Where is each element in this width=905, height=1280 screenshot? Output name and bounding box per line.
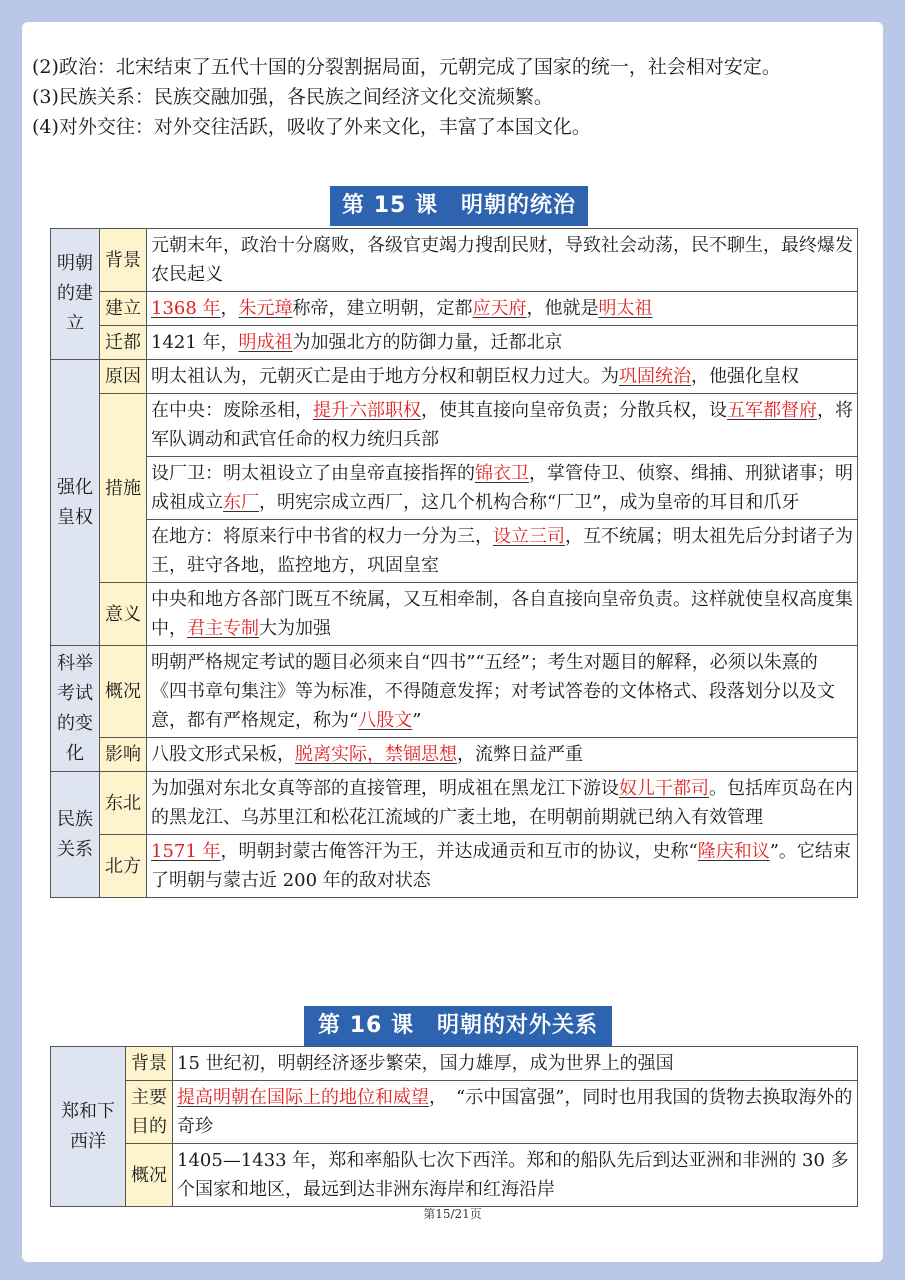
sub-label: 建立 bbox=[100, 292, 147, 326]
text-cell bbox=[147, 457, 858, 520]
text-cell bbox=[173, 1081, 858, 1144]
text-cell bbox=[147, 583, 858, 646]
key-term: 设立三司 bbox=[493, 526, 565, 547]
text-span: 1421 年， bbox=[151, 332, 239, 353]
text-cell: 15 世纪初，明朝经济逐步繁荣，国力雄厚，成为世界上的强国 bbox=[173, 1047, 858, 1081]
lesson16-table bbox=[50, 1046, 858, 1207]
text-span: ，他强化皇权 bbox=[691, 366, 799, 387]
text-cell: 元朝末年，政治十分腐败，各级官吏竭力搜刮民财，导致社会动荡，民不聊生，最终爆发农民起义 bbox=[147, 229, 858, 292]
text-span: ，使其直接向皇帝负责；分散兵权，设 bbox=[421, 400, 727, 421]
text-cell bbox=[147, 738, 858, 772]
text-cell bbox=[147, 360, 858, 394]
text-span: ，流弊日益严重 bbox=[457, 744, 583, 765]
sub-label: 背景 bbox=[100, 229, 147, 292]
text-span: ”。它结束了明朝与蒙古近 200 年的敌对状态 bbox=[151, 841, 851, 891]
sub-label: 原因 bbox=[100, 360, 147, 394]
key-term: 奴儿干都司 bbox=[619, 778, 709, 799]
sub-label: 意义 bbox=[100, 583, 147, 646]
text-span: 设厂卫：明太祖设立了由皇帝直接指挥的 bbox=[151, 463, 475, 484]
text-span: ” bbox=[412, 710, 422, 731]
key-term: 巩固统治 bbox=[619, 366, 691, 387]
text-span: ，掌管侍卫、侦察、缉捕、刑狱诸事；明成祖成立 bbox=[151, 463, 853, 513]
sub-label: 影响 bbox=[100, 738, 147, 772]
table-row bbox=[51, 394, 858, 457]
table-row bbox=[51, 292, 858, 326]
key-term: 应天府 bbox=[472, 298, 527, 319]
text-cell bbox=[147, 292, 858, 326]
key-term: 提高明朝在国际上的地位和威望 bbox=[177, 1087, 429, 1108]
key-term: 1368 年 bbox=[151, 298, 221, 319]
text-span: ，明朝封蒙古俺答汗为王，并达成通贡和互市的协议，史称“ bbox=[220, 841, 698, 862]
text-span: 为加强对东北女真等部的直接管理，明成祖在黑龙江下游设 bbox=[151, 778, 619, 799]
text-cell bbox=[147, 394, 858, 457]
text-span: 大为加强 bbox=[259, 618, 331, 639]
sub-label: 概况 bbox=[100, 646, 147, 738]
key-term: 明成祖 bbox=[238, 332, 293, 353]
text-span: 在地方：将原来行中书省的权力一分为三， bbox=[151, 526, 493, 547]
table-row bbox=[51, 229, 858, 292]
text-cell bbox=[147, 772, 858, 835]
text-span: 为加强北方的防御力量，迁都北京 bbox=[292, 332, 563, 353]
key-term: 朱元璋 bbox=[238, 298, 293, 319]
lesson16-title: 第 16 课 明朝的对外关系 bbox=[304, 1006, 612, 1046]
category-cell: 明朝的建立 bbox=[51, 229, 100, 360]
table-row bbox=[51, 738, 858, 772]
intro-section bbox=[32, 52, 832, 142]
text-span: ，互不统属；明太祖先后分封诸子为王，驻守各地，监控地方，巩固皇室 bbox=[151, 526, 853, 576]
sub-label: 概况 bbox=[126, 1144, 173, 1207]
intro-politics: (2)政治：北宋结束了五代十国的分裂割据局面，元朝完成了国家的统一，社会相对安定。 bbox=[32, 56, 781, 78]
sub-label: 迁都 bbox=[100, 326, 147, 360]
key-term: 八股文 bbox=[358, 710, 413, 731]
lesson15-title: 第 15 课 明朝的统治 bbox=[330, 186, 588, 226]
category-cell: 郑和下西洋 bbox=[51, 1047, 126, 1207]
text-span: 称帝，建立明朝，定都 bbox=[292, 298, 473, 319]
key-term: 1571 年 bbox=[151, 841, 221, 862]
key-term: 隆庆和议 bbox=[697, 841, 770, 862]
text-cell bbox=[147, 326, 858, 360]
text-span: ， bbox=[220, 298, 239, 319]
sub-label: 主要目的 bbox=[126, 1081, 173, 1144]
category-cell: 民族关系 bbox=[51, 772, 100, 898]
sub-label: 措施 bbox=[100, 394, 147, 583]
text-cell bbox=[147, 646, 858, 738]
table-row bbox=[51, 520, 858, 583]
table-row bbox=[51, 326, 858, 360]
text-cell bbox=[147, 835, 858, 898]
text-cell: 1405—1433 年，郑和率船队七次下西洋。郑和的船队先后到达亚洲和非洲的 30 多个国家和地区，最远到达非洲东海岸和红海沿岸 bbox=[173, 1144, 858, 1207]
intro-foreign: (4)对外交往：对外交往活跃，吸收了外来文化，丰富了本国文化。 bbox=[32, 116, 591, 138]
table-row bbox=[51, 1081, 858, 1144]
key-term: 君主专制 bbox=[187, 618, 259, 639]
intro-ethnic: (3)民族关系：民族交融加强，各民族之间经济文化交流频繁。 bbox=[32, 86, 553, 108]
table-row bbox=[51, 646, 858, 738]
table-row bbox=[51, 1047, 858, 1081]
lesson15-table bbox=[50, 228, 858, 898]
text-span: 明太祖认为，元朝灭亡是由于地方分权和朝臣权力过大。为 bbox=[151, 366, 619, 387]
table-row bbox=[51, 772, 858, 835]
page-number: 第15/21页 bbox=[423, 1207, 482, 1221]
table-row bbox=[51, 835, 858, 898]
key-term: 明太祖 bbox=[598, 298, 653, 319]
text-span: ， “示中国富强”，同时也用我国的货物去换取海外的奇珍 bbox=[177, 1087, 853, 1137]
text-span: 八股文形式呆板， bbox=[151, 744, 295, 765]
table-row bbox=[51, 583, 858, 646]
text-span: 在中央：废除丞相， bbox=[151, 400, 313, 421]
text-span: 中央和地方各部门既互不统属，又互相牵制，各自直接向皇帝负责。这样就使皇权高度集中， bbox=[151, 589, 853, 639]
table-row bbox=[51, 1144, 858, 1207]
sub-label: 背景 bbox=[126, 1047, 173, 1081]
table-row bbox=[51, 457, 858, 520]
text-span: ，明宪宗成立西厂，这几个机构合称“厂卫”，成为皇帝的耳目和爪牙 bbox=[259, 492, 800, 513]
text-span: ，将军队调动和武官任命的权力统归兵部 bbox=[151, 400, 853, 450]
text-span: 明朝严格规定考试的题目必须来自“四书”“五经”；考生对题目的解释，必须以朱熹的《四书章句集注》等为标准，不得随意发挥；对考试答卷的文体格式、段落划分以及文意，都有严格规定，称为“ bbox=[151, 652, 835, 731]
sub-label: 东北 bbox=[100, 772, 147, 835]
text-cell bbox=[147, 520, 858, 583]
text-span: ，他就是 bbox=[526, 298, 599, 319]
sub-label: 北方 bbox=[100, 835, 147, 898]
key-term: 东厂 bbox=[223, 492, 259, 513]
table-row bbox=[51, 360, 858, 394]
key-term: 锦衣卫 bbox=[475, 463, 529, 484]
text-span: 。包括库页岛在内的黑龙江、乌苏里江和松花江流域的广袤土地，在明朝前期就已纳入有效管理 bbox=[151, 778, 853, 828]
key-term: 脱离实际，禁锢思想 bbox=[295, 744, 457, 765]
key-term: 提升六部职权 bbox=[313, 400, 421, 421]
key-term: 五军都督府 bbox=[727, 400, 817, 421]
category-cell: 强化皇权 bbox=[51, 360, 100, 646]
category-cell: 科举考试的变化 bbox=[51, 646, 100, 772]
